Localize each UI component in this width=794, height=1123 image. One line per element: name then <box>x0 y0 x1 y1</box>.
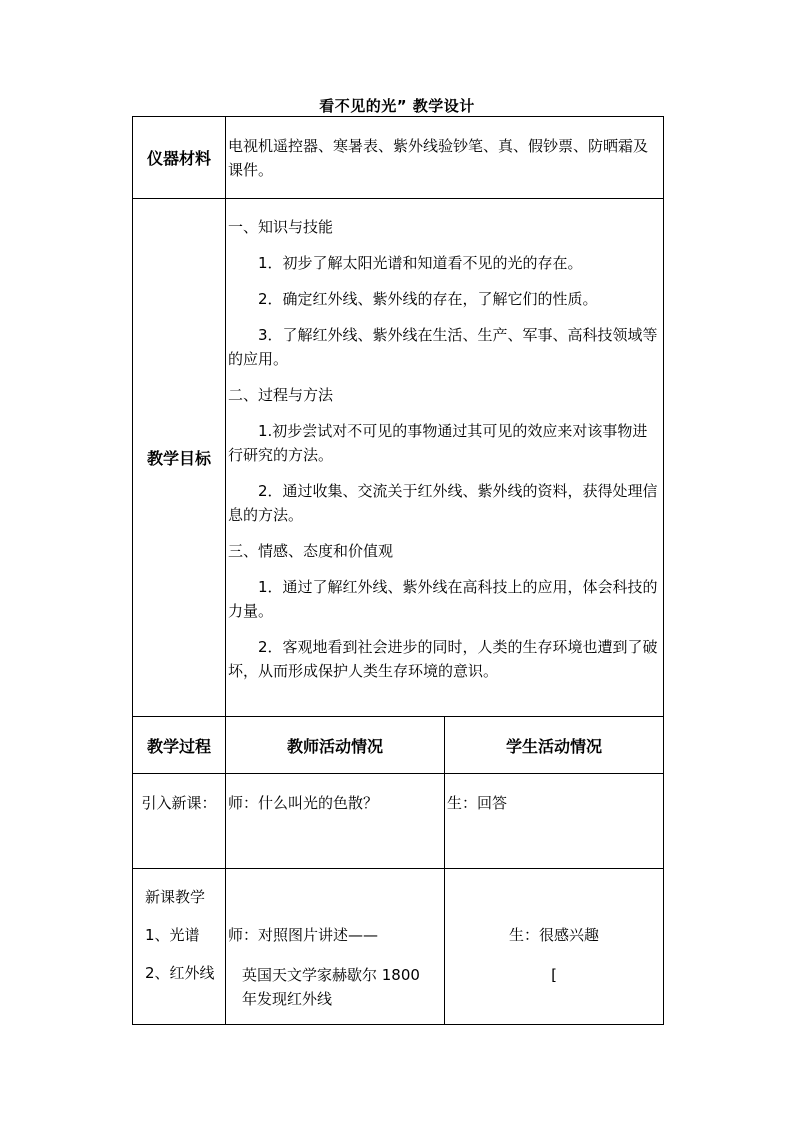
goals-cell <box>226 199 664 717</box>
goals-item: 2．确定红外线、紫外线的存在，了解它们的性质。 <box>258 290 598 308</box>
newlesson-phase-title: 新课教学 <box>145 888 206 906</box>
newlesson-teacher <box>226 869 444 1011</box>
process-header: 教学过程 <box>133 717 226 774</box>
teacher-header: 教师活动情况 <box>226 717 445 774</box>
goals-item: 3．了解红外线、紫外线在生活、生产、军事、高科技领域等的应用。 <box>228 326 658 368</box>
newlesson-teacher-cell <box>226 869 445 1025</box>
header-row <box>133 717 664 774</box>
intro-phase: 引入新课： <box>141 794 217 812</box>
goals-text <box>226 199 663 693</box>
student-header: 学生活动情况 <box>445 717 664 774</box>
goals-heading: 三、情感、态度和价值观 <box>228 542 394 560</box>
materials-text: 电视机遥控器、寒暑表、紫外线验钞笔、真、假钞票、防晒霜及课件。 <box>228 136 649 179</box>
newlesson-phase-item: 1、光谱 <box>145 926 200 944</box>
goals-heading: 二、过程与方法 <box>228 386 334 404</box>
newlesson-phase <box>133 869 225 985</box>
intro-teacher: 师：什么叫光的色散？ <box>228 794 379 812</box>
goals-item: 1.初步尝试对不可见的事物通过其可见的效应来对该事物进行研究的方法。 <box>228 422 648 464</box>
lesson-plan-table <box>132 116 664 1025</box>
intro-row <box>133 774 664 869</box>
materials-cell <box>226 117 664 199</box>
materials-label: 仪器材料 <box>133 117 226 199</box>
document-title: 看不见的光” 教学设计 <box>319 97 475 115</box>
intro-student: 生：回答 <box>447 794 508 812</box>
newlesson-student-line: [ <box>551 966 557 984</box>
newlesson-phase-item: 2、红外线 <box>145 964 215 982</box>
intro-phase-cell <box>133 774 226 869</box>
intro-teacher-cell <box>226 774 445 869</box>
newlesson-phase-cell <box>133 869 226 1025</box>
goals-heading: 一、知识与技能 <box>228 218 334 236</box>
intro-student-cell <box>445 774 664 869</box>
goals-item: 1．初步了解太阳光谱和知道看不见的光的存在。 <box>258 254 583 272</box>
goals-item: 2．客观地看到社会进步的同时，人类的生存环境也遭到了破坏，从而形成保护人类生存环境的意识。 <box>228 638 658 680</box>
goals-item: 1．通过了解红外线、紫外线在高科技上的应用，体会科技的力量。 <box>228 578 658 620</box>
materials-row <box>133 117 664 199</box>
goals-row <box>133 199 664 717</box>
newlesson-teacher-line: 英国天文学家赫歇尔 1800 年发现红外线 <box>242 966 420 1008</box>
newlesson-row <box>133 869 664 1025</box>
goals-item: 2．通过收集、交流关于红外线、紫外线的资料，获得处理信息的方法。 <box>228 482 658 524</box>
newlesson-student-cell <box>445 869 664 1025</box>
newlesson-student <box>445 869 663 987</box>
newlesson-student-line: 生：很感兴趣 <box>509 926 600 944</box>
newlesson-teacher-line: 师：对照图片讲述—— <box>228 926 379 944</box>
goals-label: 教学目标 <box>133 199 226 717</box>
